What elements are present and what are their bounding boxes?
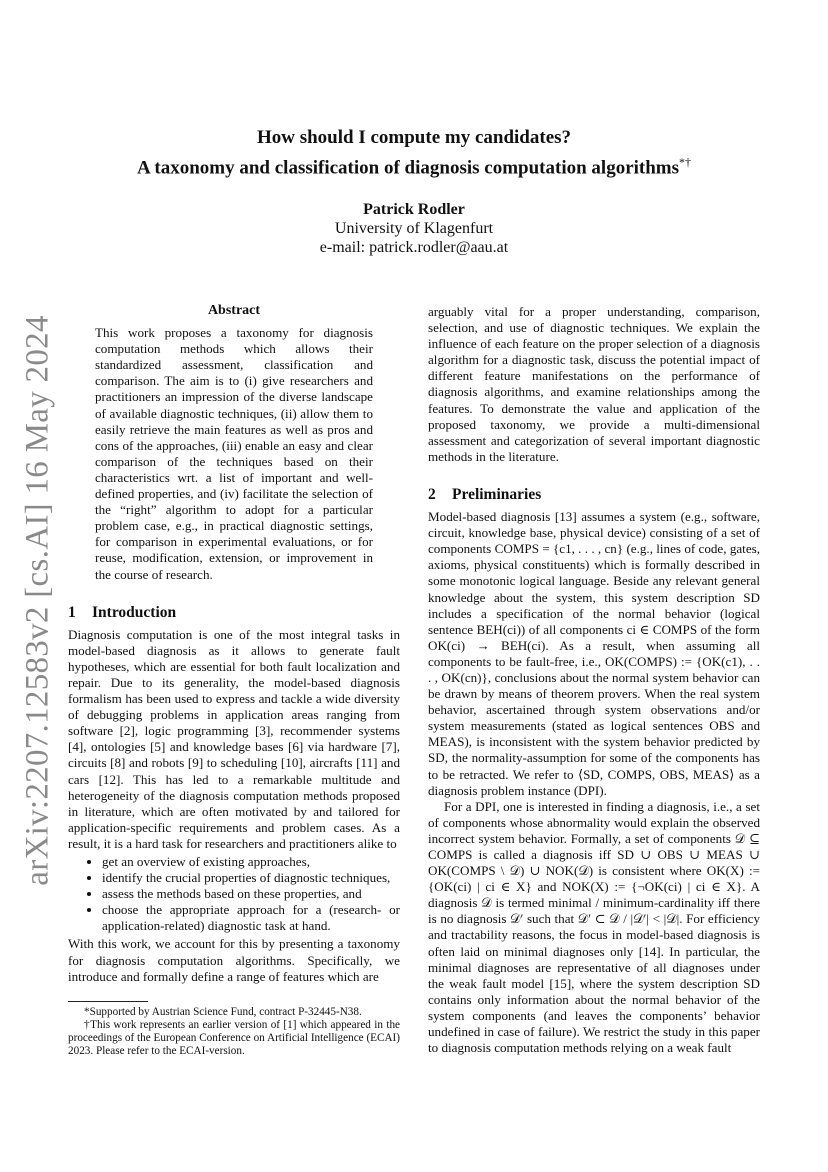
preliminaries-paragraph-1: Model-based diagnosis [13] assumes a system (e.g., software, circuit, knowledge base, physical device) consisting of a set of components COMPS = {c1, . . . , cn} (e.g., lines of code, gates, axioms, physical constituents) which is formally described in some monotonic logical language. Beside any relevant general knowledge about the system, this system description SD includes a specification of the normal behavior (logical sentence BEH(ci)) of all components ci ∈ COMPS of the form OK(ci) → BEH(ci). As a result, when assuming all components to be fault-free, i.e., OK(COMPS) := {OK(c1), . . . , OK(cn)}, conclusions about the normal system behavior can be drawn by means of theorem provers. When the real system behavior, ascertained through system observations and/or system measurements (stated as logical sentences OBS and MEAS), is inconsistent with the system behavior predicted by SD, the normality-assumption for some of the components has to be retracted. We refer to ⟨SD, COMPS, OBS, MEAS⟩ as a diagnosis problem instance (DPI). bbox=[428, 509, 760, 798]
author-affiliation: University of Klagenfurt bbox=[334, 220, 494, 237]
list-item: • identify the crucial properties of diagnostic techniques, bbox=[102, 870, 400, 886]
left-column bbox=[68, 303, 400, 1059]
abstract-text: This work proposes a taxonomy for diagnosis computation methods which allows their standardized assessment, classification and comparison. The aim is to (i) give researchers and practitioners an impression of the diverse landscape of available diagnostic techniques, (ii) allow them to easily retrieve the main features as well as pros and cons of the approaches, (iii) enable an easy and clear comparison of the techniques based on their characteristics wrt. a list of important and well-defined properties, and (iv) facilitate the selection of the “right” algorithm to adopt for a particular problem case, e.g., in practical diagnostic settings, for comparison in experimental evaluations, or for reuse, modification, extension, or improvement in the course of research. bbox=[95, 325, 373, 582]
footnote-1: *Supported by Austrian Science Fund, contract P-32445-N38. bbox=[84, 1005, 362, 1018]
arxiv-id[interactable]: arXiv:2207.12583v2 [cs.AI] 16 May 2024 bbox=[19, 314, 56, 886]
section-number: 2 bbox=[428, 485, 436, 503]
title-line-2 bbox=[0, 150, 828, 180]
right-column bbox=[428, 304, 760, 1056]
section-preliminaries-heading bbox=[428, 487, 760, 503]
author-email[interactable]: e-mail: patrick.rodler@aau.at bbox=[319, 239, 509, 256]
title-line-1: How should I compute my candidates? bbox=[256, 127, 572, 148]
intro-bullet-list bbox=[68, 854, 400, 934]
footnote-divider bbox=[68, 1001, 148, 1002]
title-line-2-text: A taxonomy and classification of diagnosis computation algorithms bbox=[136, 157, 680, 179]
preliminaries-paragraph-2: For a DPI, one is interested in finding a diagnosis, i.e., a set of components whose abnormality would explain the observed incorrect system behavior. Formally, a set of components 𝒟 ⊆ COMPS is called a diagnosis iff SD ∪ OBS ∪ MEAS ∪ OK(COMPS \ 𝒟) ∪ NOK(𝒟) is consistent where OK(X) := {OK(ci) | ci ∈ X} and NOK(X) := {¬OK(ci) | ci ∈ X}. A diagnosis 𝒟 is termed minimal / minimum-cardinality iff there is no diagnosis 𝒟′ such that 𝒟′ ⊂ 𝒟 / |𝒟′| < |𝒟|. For efficiency and tractability reasons, the focus in model-based diagnosis is often laid on minimal diagnoses only [14]. In particular, the minimal diagnoses are representative of all diagnoses under the weak fault model [15], where the system description SD contains only information about the normal behavior of the system components (and leaves the components’ behavior undefined in case of failure). We restrict the study in this paper to diagnosis computation methods relying on a weak fault bbox=[428, 798, 760, 1056]
intro-paragraph-1: Diagnosis computation is one of the most integral tasks in model-based diagnosis as it allows to generate fault hypotheses, which are essential for both fault localization and repair. Due to its generality, the model-based diagnosis formalism has been used to express and tackle a wide diversity of debugging problems in application areas ranging from software [2], logic programming [3], recommender systems [4], ontologies [5] and knowledge bases [6] via hardware [7], circuits [8] and robots [9] to scheduling [10], aircrafts [11] and cars [12]. This has led to a remarkable multitude and heterogeneity of the diagnosis computation methods proposed in literature, which are often motivated by and tailored for application-specific requirements and problem cases. As a result, it is a hard task for researchers and practitioners alike to bbox=[68, 626, 400, 851]
intro-paragraph-2: With this work, we account for this by presenting a taxonomy for diagnosis computation algorithms. Specifically, we introduce and formally define a range of features which are bbox=[68, 936, 400, 984]
section-title: Preliminaries bbox=[452, 485, 542, 503]
list-item: • get an overview of existing approaches, bbox=[102, 854, 400, 870]
section-title: Introduction bbox=[92, 603, 177, 621]
list-item: • choose the appropriate approach for a (research- or application-related) diagnostic task at hand. bbox=[102, 902, 400, 934]
title-footnote-marks[interactable]: *† bbox=[679, 155, 692, 169]
intro-paragraph-continued: arguably vital for a proper understanding, comparison, selection, and use of diagnostic techniques. We explain the influence of each feature on the proper selection of a diagnosis algorithm for a diagnostic task, discuss the potential impact of different feature manifestations on the performance of diagnosis algorithms, and examine relationships among the features. To demonstrate the value and application of the proposed taxonomy, we provide a multi-dimensional assessment and categorization of several important diagnostic methods in the literature. bbox=[428, 304, 760, 464]
footnote-2: †This work represents an earlier version of [1] which appeared in the proceedings of the European Conference on Artificial Intelligence (ECAI) 2023. Please refer to the ECAI-version. bbox=[68, 1018, 400, 1058]
arxiv-stamp bbox=[12, 270, 64, 930]
abstract-heading: Abstract bbox=[207, 303, 261, 318]
paper-title bbox=[0, 126, 828, 180]
author-block bbox=[0, 200, 828, 257]
author-name: Patrick Rodler bbox=[363, 201, 465, 218]
list-item: • assess the methods based on these properties, and bbox=[102, 886, 400, 902]
section-number: 1 bbox=[68, 603, 76, 621]
section-introduction-heading bbox=[68, 605, 400, 621]
